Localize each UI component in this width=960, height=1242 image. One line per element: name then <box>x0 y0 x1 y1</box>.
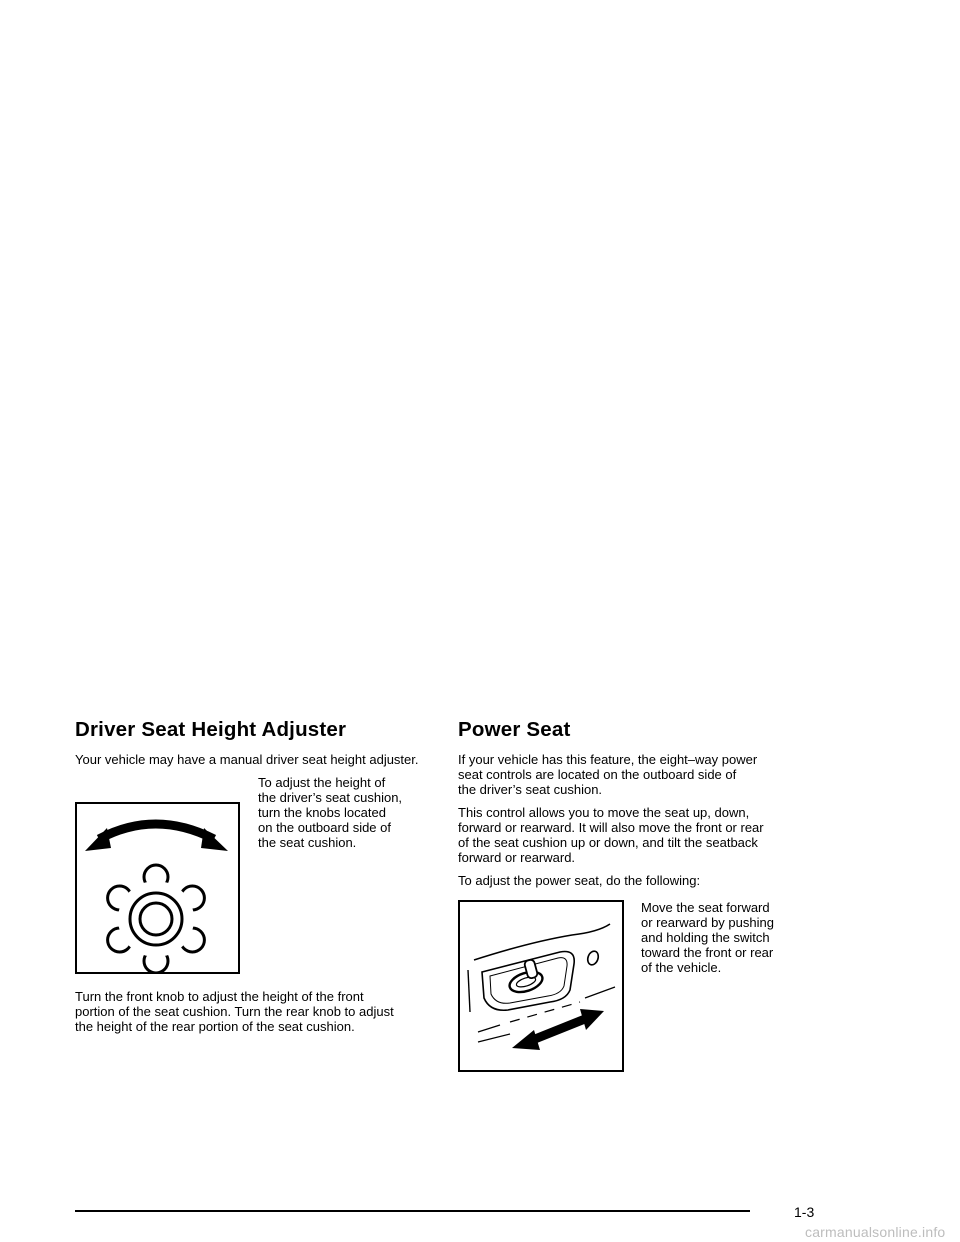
seat-height-side-text: To adjust the height of the driver’s seat cushion, turn the knobs located on the outboard side of the seat cushion. <box>258 775 403 850</box>
section-title-power-seat: Power Seat <box>458 718 571 741</box>
page-number: 1-3 <box>794 1204 815 1220</box>
seat-height-intro: Your vehicle may have a manual driver seat height adjuster. <box>75 752 419 767</box>
seat-height-body: Turn the front knob to adjust the height of the front portion of the seat cushion. Turn the rear knob to adjust the height of the rear portion of the seat cushion. <box>75 989 394 1034</box>
power-seat-para-3: To adjust the power seat, do the following: <box>458 873 701 888</box>
power-seat-figure-row <box>458 900 808 1075</box>
power-seat-side-text: Move the seat forward or rearward by pushing and holding the switch toward the front or rear of the vehicle. <box>641 900 774 975</box>
left-column <box>75 716 435 1042</box>
section-title-seat-height: Driver Seat Height Adjuster <box>75 718 347 741</box>
seat-height-knob-icon <box>75 802 240 974</box>
watermark: carmanualsonline.info <box>805 1224 946 1240</box>
power-seat-para-2: This control allows you to move the seat up, down, forward or rearward. It will also move the front or rear of the seat cushion up or down, and tilt the seatback forward or rearward. <box>458 805 764 865</box>
right-column <box>458 716 808 1075</box>
seat-height-figure-row <box>75 775 435 989</box>
footer-rule <box>75 1210 750 1212</box>
power-seat-switch-icon <box>458 900 624 1072</box>
power-seat-para-1: If your vehicle has this feature, the eight–way power seat controls are located on the outboard side of the driver’s seat cushion. <box>458 752 758 797</box>
